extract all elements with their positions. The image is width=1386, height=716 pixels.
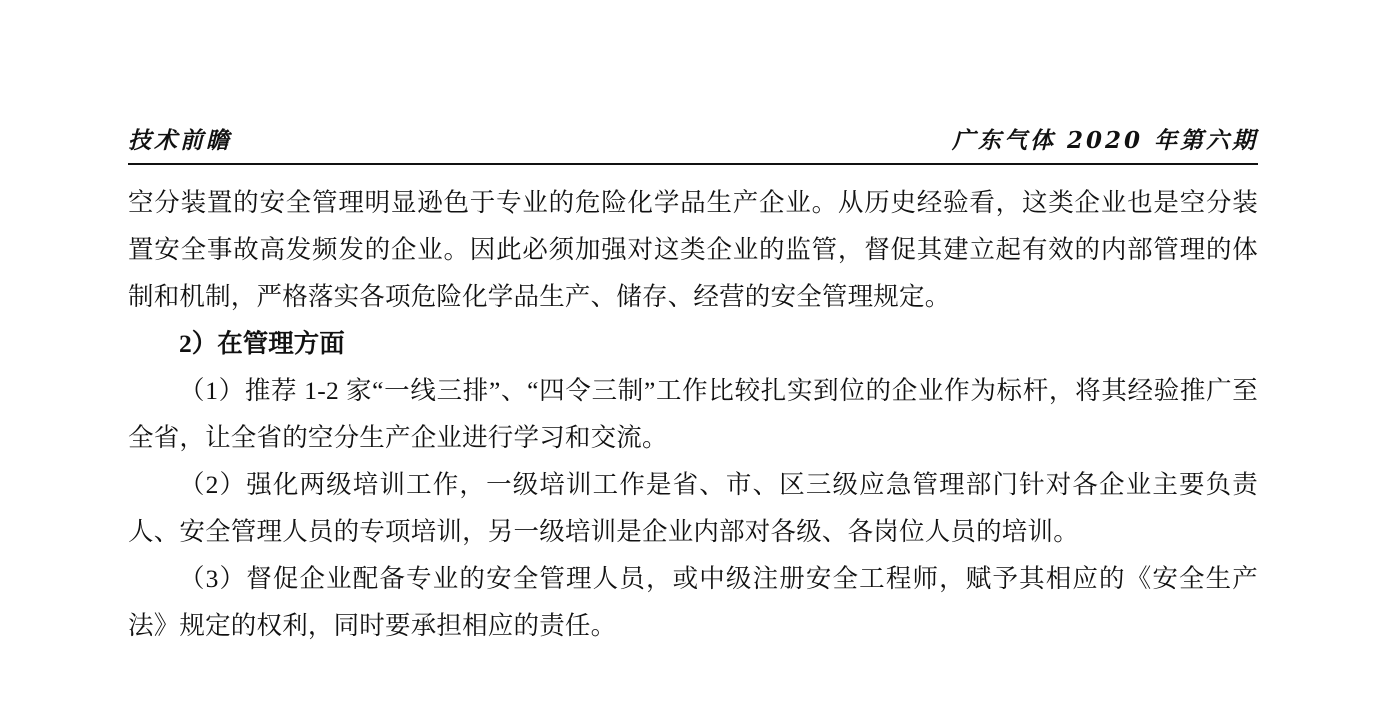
page-header bbox=[128, 0, 1258, 161]
list-item-3: （3）督促企业配备专业的安全管理人员，或中级注册安全工程师，赋予其相应的《安全生产法》规定的权利，同时要承担相应的责任。 bbox=[128, 564, 1258, 640]
document-body bbox=[128, 165, 1258, 649]
list-item-1: （1）推荐 1-2 家“一线三排”、“四令三制”工作比较扎实到位的企业作为标杆，将其经验推广至全省，让全省的空分生产企业进行学习和交流。 bbox=[128, 376, 1258, 452]
section-heading-management: 2）在管理方面 bbox=[179, 329, 345, 358]
list-item-2: （2）强化两级培训工作，一级培训工作是省、市、区三级应急管理部门针对各企业主要负责人、安全管理人员的专项培训，另一级培训是企业内部对各级、各岗位人员的培训。 bbox=[128, 470, 1258, 546]
paragraph-intro: 空分装置的安全管理明显逊色于专业的危险化学品生产企业。从历史经验看，这类企业也是空分装置安全事故高发频发的企业。因此必须加强对这类企业的监管，督促其建立起有效的内部管理的体制和机制，严格落实各项危险化学品生产、储存、经营的安全管理规定。 bbox=[128, 188, 1258, 311]
header-journal-issue: 广东气体 2020 年第六期 bbox=[951, 127, 1258, 154]
header-section-title: 技术前瞻 bbox=[128, 127, 232, 154]
